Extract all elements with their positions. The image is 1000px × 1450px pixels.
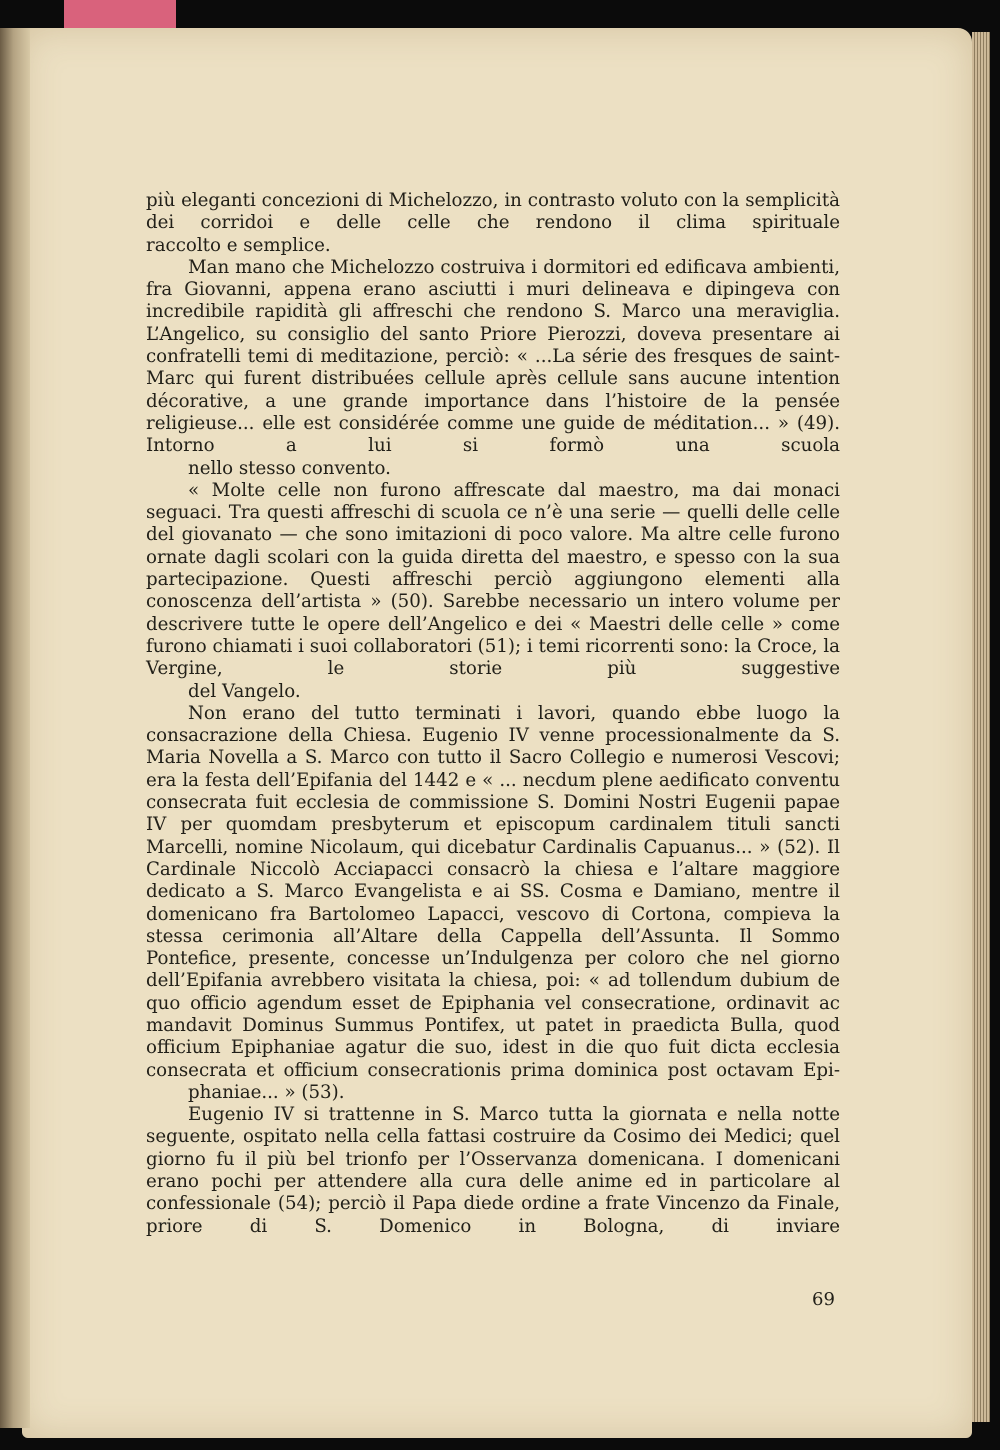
pink-bookmark-tab: [64, 0, 176, 30]
paragraph-5: [146, 1104, 840, 1238]
paragraph-1: [146, 190, 840, 257]
paragraph-4-body: Non erano del tutto terminati i lavori, quando ebbe luogo la consacrazione della Chiesa. Eugenio IV venne processionalmente da S. Maria Novella a S. Marco con tutto il Sacro Collegio e numerosi Vescovi; era la festa dell’Epifania del 1442 e « ... necdum plene aedificato conventu consecrata fuit ecclesia de commissione S. Domini Nostri Eugenii papae IV per quomdam presbyterum et episcopum cardinalem tituli sancti Marcelli, nomine Nicolaum, qui dicebatur Cardinalis Capuanus... » (52). Il Cardinale Niccolò Acciapacci consacrò la chiesa e l’altare maggiore dedicato a S. Marco Evangelista e ai SS. Cosma e Damiano, mentre il domenicano fra Bartolomeo Lapacci, vescovo di Cortona, compieva la stessa cerimonia all’Altare della Cappella dell’Assunta. Il Sommo Pontefice, presente, concesse un’Indulgenza per coloro che nel giorno dell’Epifania avrebbero visitata la chiesa, poi: « ad tollendum dubium de quo officio agendum esset de Epiphania vel consecratione, ordinavit ac mandavit Dominus Summus Pontifex, ut patet in praedicta Bulla, quod officium Epiphaniae agatur die suo, idest in die quo fuit dicta ecclesia consecrata et officium consecrationis prima dominica post octavam Epi-: [146, 702, 840, 1081]
paragraph-1-body: più eleganti concezioni di Michelozzo, in contrasto voluto con la semplicità dei corridoi e delle celle che rendono il clima spirituale: [146, 190, 840, 234]
paragraph-2-body: Man mano che Michelozzo costruiva i dormitori ed edificava ambienti, fra Giovanni, appena erano asciutti i muri delineava e dipingeva con incredibile rapidità gli affreschi che rendono S. Marco una meraviglia. L’Angelico, su consiglio del santo Priore Pierozzi, doveva presentare ai confratelli temi di meditazione, perciò: « ...La série des fresques de saint-Marc qui furent distribuées cellule après cellule sans aucune intention décorative, a une grande importance dans l’histoire de la pensée religieuse... elle est considérée comme une guide de méditation... » (49). Intorno a lui si formò una scuola: [146, 256, 840, 457]
paragraph-2-last-line: nello stesso convento.: [188, 457, 391, 479]
page-edges: [972, 32, 990, 1422]
body-text: [146, 190, 840, 1238]
paragraph-4-last-line: phaniae... » (53).: [188, 1081, 345, 1103]
paragraph-4: [146, 703, 840, 1104]
paragraph-2: [146, 257, 840, 480]
binding-gutter: [0, 28, 30, 1428]
paragraph-3-body: « Molte celle non furono affrescate dal maestro, ma dai monaci seguaci. Tra questi affreschi di scuola ce n’è una serie — quelli delle celle del giovanato — che sono imitazioni di poco valore. Ma altre celle furono ornate dagli scolari con la guida diretta del maestro, e spesso con la sua partecipazione. Questi affreschi perciò aggiungono elementi alla conoscenza dell’artista » (50). Sarebbe necessario un intero volume per descrivere tutte le opere dell’Angelico e dei « Maestri delle celle » come furono chiamati i suoi collaboratori (51); i temi ricorrenti sono: la Croce, la Vergine, le storie più suggestive: [146, 479, 840, 680]
paragraph-3: [146, 480, 840, 703]
paragraph-3-last-line: del Vangelo.: [188, 680, 301, 702]
page-number: 69: [812, 1289, 835, 1310]
paragraph-1-last-line: raccolto e semplice.: [146, 234, 331, 256]
paragraph-5-body: Eugenio IV si trattenne in S. Marco tutta la giornata e nella notte seguente, ospitato nella cella fattasi costruire da Cosimo dei Medici; quel giorno fu il più bel trionfo per l’Osservanza domenicana. I domenicani erano pochi per attendere alla cura delle anime ed in particolare al confessionale (54); perciò il Papa diede ordine a frate Vincenzo da Finale, priore di S. Domenico in Bologna, di inviare: [146, 1104, 840, 1237]
